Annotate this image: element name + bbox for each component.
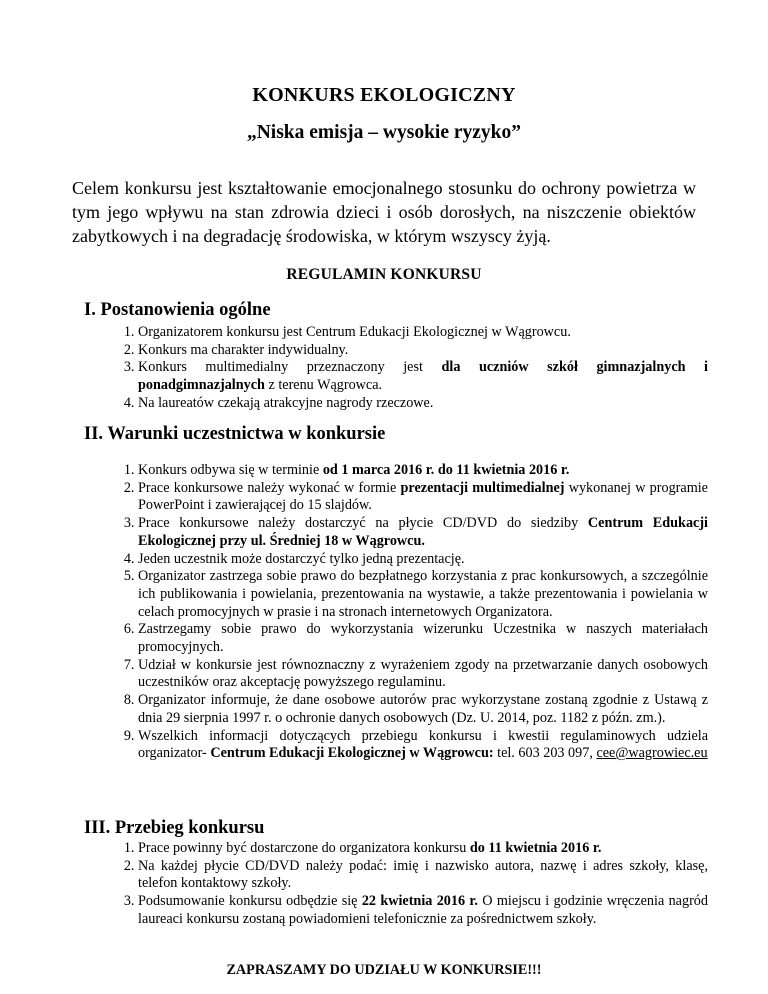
list-item: 1. Prace powinny być dostarczone do organizatora konkursu do 11 kwietnia 2016 r. bbox=[138, 840, 708, 858]
list-item: 2. Konkurs ma charakter indywidualny. bbox=[138, 342, 708, 360]
list-item: 7. Udział w konkursie jest równoznaczny z wyrażeniem zgody na przetwarzanie danych osobowych uczestników oraz akceptację powyższego regulaminu. bbox=[138, 657, 708, 692]
list-item: 1. Organizatorem konkursu jest Centrum Edukacji Ekologicznej w Wągrowcu. bbox=[138, 324, 708, 342]
list-item: 2. Na każdej płycie CD/DVD należy podać: imię i nazwisko autora, nazwę i adres szkoły, klasę, telefon kontaktowy szkoły. bbox=[138, 858, 708, 893]
section-1-list bbox=[108, 324, 708, 413]
section-2-heading: II. Warunki uczestnictwa w konkursie bbox=[84, 424, 386, 444]
list-item: 8. Organizator informuje, że dane osobowe autorów prac wykorzystane zostaną zgodnie z Ustawą z dnia 29 sierpnia 1997 r. o ochronie danych osobowych (Dz. U. 2014, poz. 1182 z późn. zm.). bbox=[138, 692, 708, 727]
section-3-heading: III. Przebieg konkursu bbox=[84, 818, 265, 838]
list-item: 4. Jeden uczestnik może dostarczyć tylko jedną prezentację. bbox=[138, 551, 708, 569]
document-title: KONKURS EKOLOGICZNY bbox=[252, 84, 516, 106]
document-subtitle: „Niska emisja – wysokie ryzyko” bbox=[246, 122, 522, 143]
regulamin-title: REGULAMIN KONKURSU bbox=[286, 266, 482, 283]
footer-invitation: ZAPRASZAMY DO UDZIAŁU W KONKURSIE!!! bbox=[226, 962, 542, 978]
list-item: 3. Konkurs multimedialny przeznaczony jest dla uczniów szkół gimnazjalnych i ponadgimnazjalnych z terenu Wągrowca. bbox=[138, 359, 708, 394]
list-item: 4. Na laureatów czekają atrakcyjne nagrody rzeczowe. bbox=[138, 395, 708, 413]
list-item: 3. Prace konkursowe należy dostarczyć na płycie CD/DVD do siedziby Centrum Edukacji Ekologicznej przy ul. Średniej 18 w Wągrowcu. bbox=[138, 515, 708, 550]
email-link[interactable]: cee@wagrowiec.eu bbox=[596, 745, 708, 762]
list-item: 6. Zastrzegamy sobie prawo do wykorzystania wizerunku Uczestnika w naszych materiałach promocyjnych. bbox=[138, 621, 708, 656]
section-1-heading: I. Postanowienia ogólne bbox=[84, 300, 271, 320]
section-2-list bbox=[108, 462, 708, 763]
list-item: 9. Wszelkich informacji dotyczących przebiegu konkursu i kwestii regulaminowych udziela organizator- Centrum Edukacji Ekologicznej w Wągrowcu: tel. 603 203 097, cee@wagrowiec.eu bbox=[138, 728, 708, 763]
section-3-list bbox=[108, 840, 708, 929]
list-item: 3. Podsumowanie konkursu odbędzie się 22 kwietnia 2016 r. O miejscu i godzinie wręczenia nagród laureaci konkursu zostaną powiadomieni telefonicznie za pośrednictwem szkoły. bbox=[138, 893, 708, 928]
list-item: 5. Organizator zastrzega sobie prawo do bezpłatnego korzystania z prac konkursowych, a szczególnie ich publikowania i powielania, prezentowania na wystawie, a także prezentowania i powielania w celach promocyjnych w prasie i na stronach internetowych Organizatora. bbox=[138, 568, 708, 621]
list-item: 1. Konkurs odbywa się w terminie od 1 marca 2016 r. do 11 kwietnia 2016 r. bbox=[138, 462, 708, 480]
list-item: 2. Prace konkursowe należy wykonać w formie prezentacji multimedialnej wykonanej w programie PowerPoint i zawierającej do 15 slajdów. bbox=[138, 480, 708, 515]
intro-paragraph: Celem konkursu jest kształtowanie emocjonalnego stosunku do ochrony powietrza w tym jego wpływu na stan zdrowia dzieci i osób dorosłych, na niszczenie obiektów zabytkowych i na degradację środowiska, w którym wszyscy żyją. bbox=[72, 178, 696, 246]
